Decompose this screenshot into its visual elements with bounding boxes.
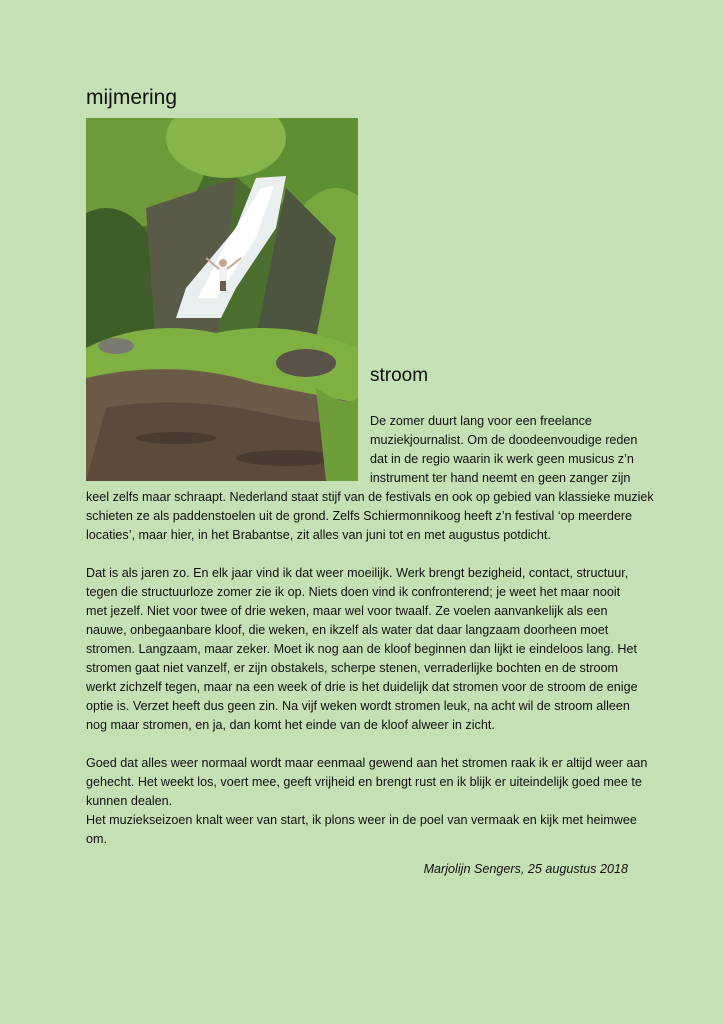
text-line: gehecht. Het weekt los, voert mee, geeft vrijheid en brengt rust en ik blijk er uiteindelijk goed mee te	[86, 775, 642, 789]
signature: Marjolijn Sengers, 25 augustus 2018	[423, 862, 628, 876]
text-line: schieten ze als paddenstoelen uit de grond. Zelfs Schiermonnikoog heeft z’n festival ‘op meerdere	[86, 509, 633, 523]
text-line: met jezelf. Niet voor twee of drie weken, maar wel voor twaalf. Ze voelen aanvankelijk als een	[86, 604, 608, 618]
text-line: nauwe, onbegaanbare kloof, die weken, en ikzelf als water dat daar langzaam doorheen moet	[86, 623, 609, 637]
text-line: muziekjournalist. Om de doodeenvoudige reden	[370, 433, 638, 447]
text-line: tegen die structuurloze zomer zie ik op. Niets doen vind ik confronterend; je weet het maar nooit	[86, 585, 621, 599]
article-title: stroom	[370, 365, 429, 386]
wrapped-intro	[86, 412, 646, 488]
text-line: stromen gaat niet vanzelf, er zijn obstakels, scherpe stenen, verraderlijke bochten en de stroom	[86, 661, 619, 675]
text-line: locaties’, maar hier, in het Brabantse, zit alles van juni tot en met augustus potdicht.	[86, 528, 551, 542]
paragraph-4	[86, 811, 646, 849]
text-line: nog maar stromen, en ja, dan komt het einde van de kloof alweer in zicht.	[86, 718, 495, 732]
text-line: optie is. Verzet heeft dus geen zin. Na vijf weken wordt stromen leuk, na acht wil de stroom alleen	[86, 699, 630, 713]
paragraph-1	[86, 488, 654, 545]
text-line: om.	[86, 832, 107, 846]
text-line: Het muziekseizoen knalt weer van start, ik plons weer in de poel van vermaak en kijk met heimwee	[86, 813, 637, 827]
text-line: Dat is als jaren zo. En elk jaar vind ik dat weer moeilijk. Werk brengt bezigheid, contact, structuur,	[86, 566, 629, 580]
page-title: mijmering	[86, 86, 178, 109]
text-line: instrument ter hand neemt en geen zanger zijn	[370, 471, 631, 485]
paragraph-3	[86, 754, 646, 811]
text-line: werkt zichzelf tegen, maar na een week of drie is het duidelijk dat stromen voor de stroom de enige	[86, 680, 638, 694]
text-line: stromen. Langzaam, maar zeker. Moet ik nog aan de kloof beginnen dan lijkt ie eindeloos lang. Het	[86, 642, 637, 656]
text-line: kunnen dealen.	[86, 794, 173, 808]
text-line: Goed dat alles weer normaal wordt maar eenmaal gewend aan het stromen raak ik er altijd weer aan	[86, 756, 648, 770]
text-line: De zomer duurt lang voor een freelance	[370, 414, 592, 428]
paragraph-2	[86, 564, 646, 735]
text-line: keel zelfs maar schraapt. Nederland staat stijf van de festivals en ook op gebied van klassieke muziek	[86, 490, 654, 504]
text-line: dat in de regio waarin ik werk geen musicus z’n	[370, 452, 634, 466]
article-body	[86, 412, 654, 868]
